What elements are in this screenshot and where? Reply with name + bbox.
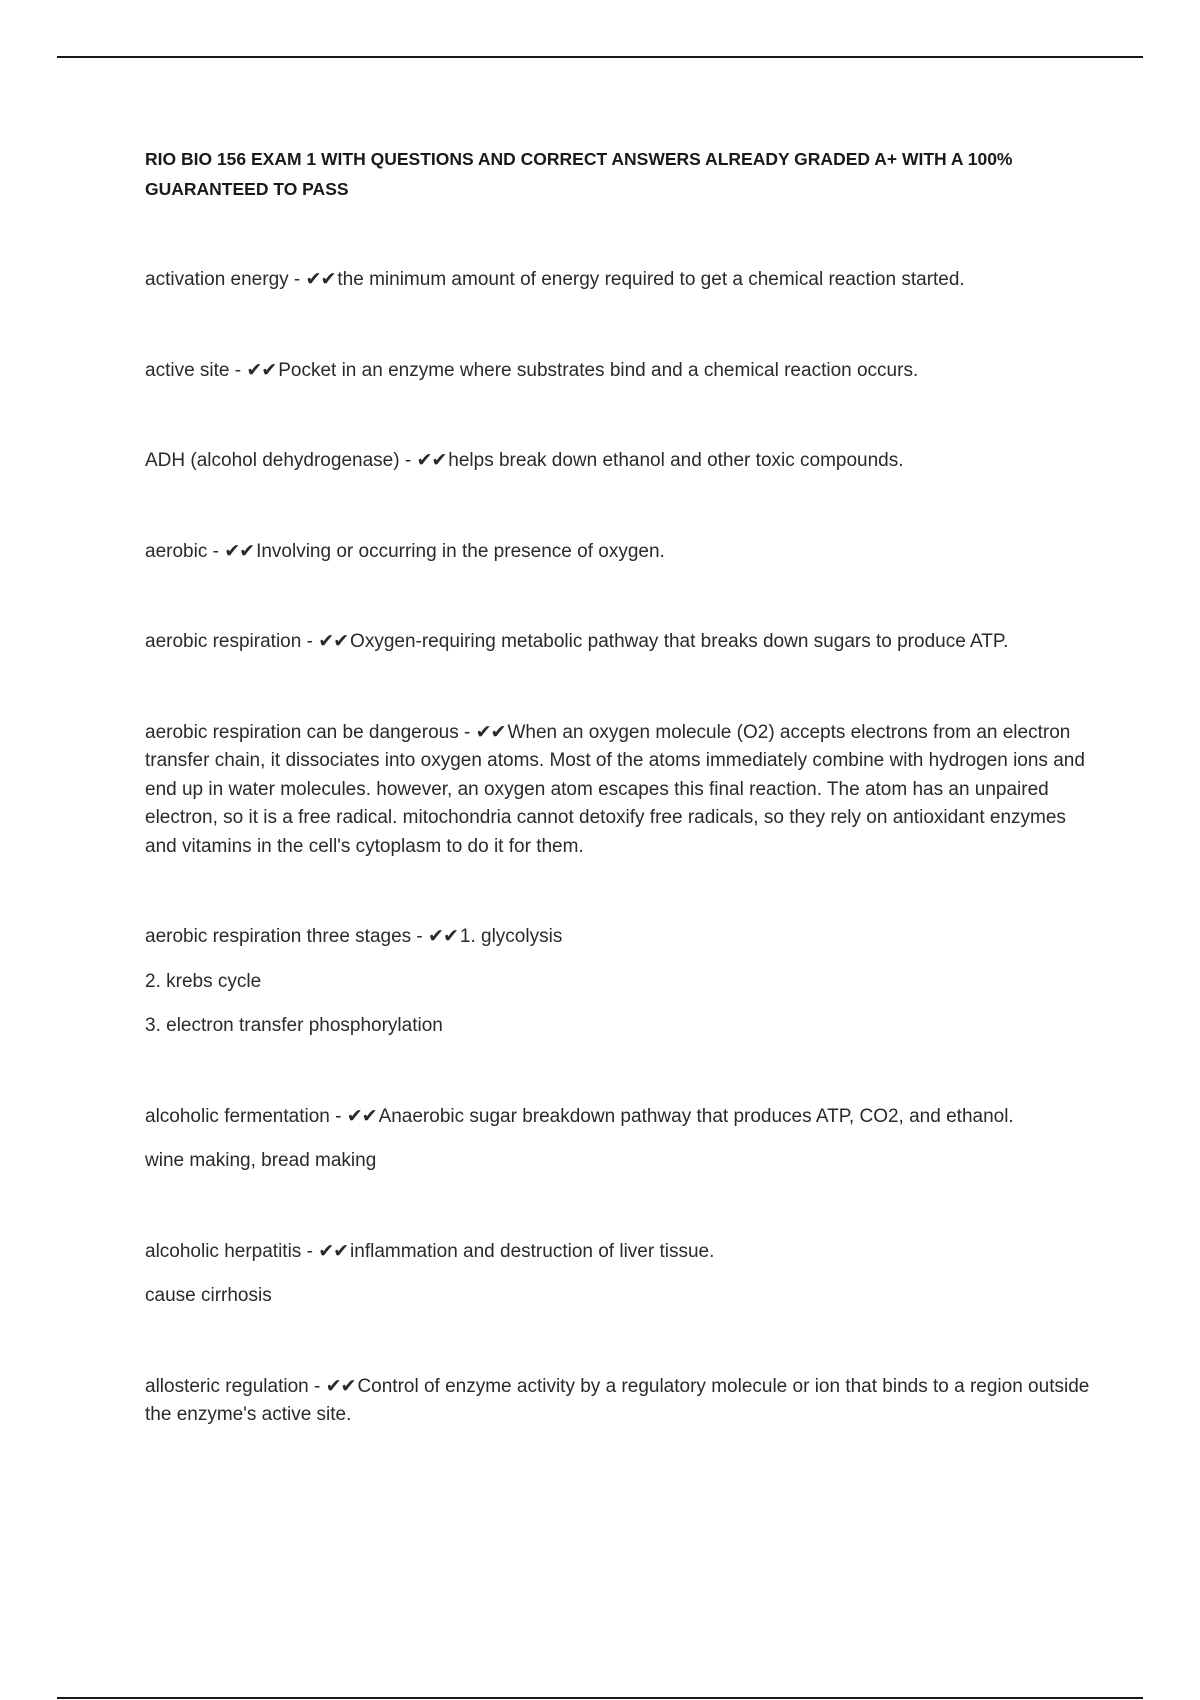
- double-check-icon: ✔✔: [416, 450, 447, 471]
- entry-definition: Anaerobic sugar breakdown pathway that produces ATP, CO2, and ethanol.: [378, 1105, 1014, 1127]
- flashcard-entry: [145, 1238, 1095, 1311]
- double-check-icon: ✔✔: [246, 359, 277, 381]
- double-check-icon: ✔✔: [325, 1375, 356, 1397]
- flashcard-entry: [145, 357, 1095, 386]
- double-check-icon: ✔✔: [224, 540, 255, 562]
- entry-main-line: [145, 1373, 1095, 1430]
- entry-definition: 1. glycolysis: [459, 926, 563, 947]
- flashcard-entry: [145, 923, 1095, 1041]
- entry-definition: helps break down ethanol and other toxic compounds.: [448, 450, 904, 471]
- entry-separator: -: [399, 450, 417, 471]
- entry-term: aerobic respiration: [145, 631, 302, 652]
- double-check-icon: ✔✔: [318, 1240, 349, 1262]
- entry-main-line: [145, 1238, 1095, 1267]
- entry-main-line: [145, 266, 1095, 295]
- flashcard-entry: [145, 266, 1095, 295]
- flashcard-entry: [145, 538, 1095, 567]
- entry-definition: Involving or occurring in the presence of oxygen.: [256, 540, 665, 562]
- entry-term: active site: [145, 359, 230, 381]
- entry-term: aerobic: [145, 540, 208, 562]
- entry-definition: Oxygen-requiring metabolic pathway that breaks down sugars to produce ATP.: [350, 631, 1009, 652]
- entry-term: allosteric regulation: [145, 1375, 309, 1397]
- entry-main-line: [145, 447, 1095, 476]
- entry-extra-line: 2. krebs cycle: [145, 970, 262, 992]
- double-check-icon: ✔✔: [428, 926, 458, 947]
- entry-separator: -: [301, 1240, 319, 1262]
- document-title: RIO BIO 156 EXAM 1 WITH QUESTIONS AND CORRECT ANSWERS ALREADY GRADED A+ WITH A 100% GUARANTEED TO PASS: [145, 149, 1013, 199]
- entry-definition: inflammation and destruction of liver tissue.: [350, 1240, 715, 1262]
- entry-separator: -: [329, 1105, 347, 1127]
- double-check-icon: ✔✔: [475, 721, 506, 743]
- entry-main-line: [145, 923, 1095, 952]
- entry-separator: -: [207, 540, 225, 562]
- top-rule: [57, 56, 1143, 58]
- flashcard-list: [145, 266, 1095, 1430]
- entry-term: alcoholic herpatitis: [145, 1240, 302, 1262]
- entry-term: aerobic respiration three stages: [145, 926, 412, 947]
- bottom-rule: [57, 1697, 1143, 1699]
- document-body: [145, 144, 1095, 1492]
- entry-term: aerobic respiration can be dangerous: [145, 721, 459, 743]
- entry-main-line: [145, 357, 1095, 386]
- entry-separator: -: [301, 631, 319, 652]
- entry-term: activation energy: [145, 269, 289, 290]
- entry-term: alcoholic fermentation: [145, 1105, 330, 1127]
- flashcard-entry: [145, 719, 1095, 862]
- entry-main-line: [145, 628, 1095, 657]
- entry-extra-line: cause cirrhosis: [145, 1285, 272, 1306]
- entry-separator: -: [288, 269, 306, 290]
- entry-extra-line: 3. electron transfer phosphorylation: [145, 1015, 443, 1036]
- entry-separator: -: [411, 926, 429, 947]
- entry-separator: -: [458, 721, 476, 743]
- entry-main-line: [145, 719, 1095, 862]
- entry-term: ADH (alcohol dehydrogenase): [145, 450, 400, 471]
- entry-extra-line: wine making, bread making: [145, 1150, 377, 1171]
- entry-definition: Pocket in an enzyme where substrates bind and a chemical reaction occurs.: [278, 359, 919, 381]
- flashcard-entry: [145, 1103, 1095, 1176]
- double-check-icon: ✔✔: [305, 269, 336, 290]
- entry-definition: the minimum amount of energy required to get a chemical reaction started.: [337, 269, 965, 290]
- entry-definition: Control of enzyme activity by a regulatory molecule or ion that binds to a region outside the enzyme's active site.: [145, 1375, 1090, 1425]
- entry-definition: When an oxygen molecule (O2) accepts electrons from an electron transfer chain, it dissociates into oxygen atoms. Most of the atoms immediately combine with hydrogen ions and end up in water molecules. however, an oxygen atom escapes this final reaction. The atom has an unpaired electron, so it is a free radical. mitochondria cannot detoxify free radicals, so they rely on antioxidant enzymes and vitamins in the cell's cytoplasm to do it for them.: [145, 721, 1085, 857]
- flashcard-entry: [145, 628, 1095, 657]
- entry-main-line: [145, 1103, 1095, 1132]
- entry-separator: -: [229, 359, 247, 381]
- double-check-icon: ✔✔: [318, 631, 349, 652]
- entry-main-line: [145, 538, 1095, 567]
- double-check-icon: ✔✔: [346, 1105, 377, 1127]
- entry-separator: -: [308, 1375, 326, 1397]
- flashcard-entry: [145, 1373, 1095, 1430]
- flashcard-entry: [145, 447, 1095, 476]
